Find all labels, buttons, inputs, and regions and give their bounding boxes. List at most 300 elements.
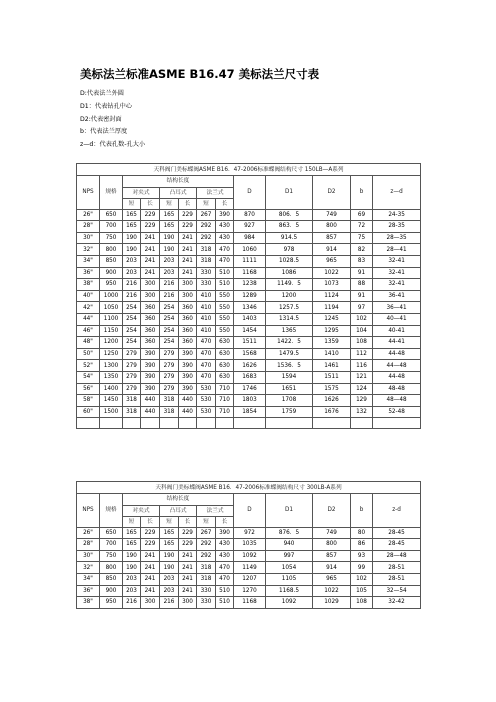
table-cell: 1238 xyxy=(234,279,266,291)
table-cell: 32-41 xyxy=(373,255,421,267)
table-row xyxy=(77,290,421,302)
table-cell: 630 xyxy=(216,348,234,360)
table-cell: 440 xyxy=(179,406,197,418)
table-row xyxy=(77,562,421,574)
legend-item: D:代表法兰外圆 xyxy=(80,90,124,97)
table-cell: 112 xyxy=(351,348,373,360)
table-cell: 279 xyxy=(160,371,179,383)
table-cell: 1410 xyxy=(313,348,351,360)
table-cell: 876．5 xyxy=(266,527,313,539)
table-cell: 28" xyxy=(77,539,100,551)
table-cell: 1257.5 xyxy=(266,302,313,314)
table-cell: 279 xyxy=(123,371,141,383)
table-cell: 390 xyxy=(141,360,160,372)
table-cell: 1759 xyxy=(266,406,313,418)
table-cell: 749 xyxy=(313,527,351,539)
table-cell: 97 xyxy=(351,302,373,314)
table-cell: 410 xyxy=(197,302,216,314)
table-cell: 550 xyxy=(216,290,234,302)
table-cell: 857 xyxy=(313,550,351,562)
table-cell: 550 xyxy=(216,302,234,314)
table-cell: 1149．5 xyxy=(266,279,313,291)
table-row xyxy=(77,267,421,279)
table-cell: 83 xyxy=(351,255,373,267)
table-cell: 800 xyxy=(100,244,123,256)
table-cell: 330 xyxy=(197,279,216,291)
table-cell: 86 xyxy=(351,539,373,551)
table-cell: 390 xyxy=(141,383,160,395)
table-cell xyxy=(216,418,234,429)
header-length: 结构长度 xyxy=(123,494,234,506)
table-cell: 1000 xyxy=(100,290,123,302)
table-cell: 28—48 xyxy=(373,550,421,562)
table-cell: 52-48 xyxy=(373,406,421,418)
table-cell: 650 xyxy=(100,527,123,539)
table-cell: 190 xyxy=(160,562,179,574)
table-cell: 1111 xyxy=(234,255,266,267)
table-cell: 32—54 xyxy=(373,585,421,597)
table-cell: 216 xyxy=(160,597,179,609)
table-cell: 36" xyxy=(77,267,100,279)
table-row xyxy=(77,383,421,395)
table-cell: 132 xyxy=(351,406,373,418)
table-cell: 229 xyxy=(179,209,197,221)
table-row xyxy=(77,325,421,337)
table-cell: 165 xyxy=(160,221,179,233)
table-cell: 1054 xyxy=(266,562,313,574)
table-cell xyxy=(234,418,266,429)
table-cell: 530 xyxy=(197,395,216,407)
table-cell: 48—48 xyxy=(373,395,421,407)
header-nps: NPS xyxy=(77,176,100,210)
table-cell: 216 xyxy=(123,290,141,302)
table-cell: 30" xyxy=(77,550,100,562)
table-cell: 216 xyxy=(123,597,141,609)
table-cell: 229 xyxy=(141,209,160,221)
table-cell: 241 xyxy=(141,232,160,244)
table-cell: 972 xyxy=(234,527,266,539)
header-lug: 凸耳式 xyxy=(160,187,197,198)
table-cell: 241 xyxy=(141,562,160,574)
table-cell: 190 xyxy=(160,232,179,244)
table-cell: 72 xyxy=(351,221,373,233)
table-caption: 天科阀门美标蝶阀ASME B16．47-2006标准蝶阀结构尺寸 300LB-A系列 xyxy=(77,482,421,494)
table-cell: 710 xyxy=(216,406,234,418)
table-cell: 360 xyxy=(141,313,160,325)
table-cell: 108 xyxy=(351,597,373,609)
table-cell xyxy=(373,418,421,429)
table-cell: 1594 xyxy=(266,371,313,383)
table-cell: 470 xyxy=(197,337,216,349)
table-cell: 216 xyxy=(123,279,141,291)
table-cell: 279 xyxy=(160,360,179,372)
table-cell: 1022 xyxy=(313,585,351,597)
table-cell: 44" xyxy=(77,313,100,325)
table-cell: 710 xyxy=(216,383,234,395)
table-cell: 1314.5 xyxy=(266,313,313,325)
table-cell: 1168.5 xyxy=(266,585,313,597)
table-cell: 300 xyxy=(141,597,160,609)
table-cell: 318 xyxy=(197,255,216,267)
table-cell: 318 xyxy=(123,406,141,418)
header-size: 规格 xyxy=(100,176,123,210)
table-cell: 165 xyxy=(123,221,141,233)
table-cell: 241 xyxy=(179,232,197,244)
table-cell: 88 xyxy=(351,279,373,291)
table-cell: 279 xyxy=(123,360,141,372)
table-cell: 318 xyxy=(160,395,179,407)
header-short: 短 xyxy=(123,516,141,527)
header-d1: D1 xyxy=(266,494,313,528)
table-row xyxy=(77,255,421,267)
table-cell: 203 xyxy=(123,585,141,597)
table-row xyxy=(77,244,421,256)
table-cell: 203 xyxy=(160,267,179,279)
table-row xyxy=(77,360,421,372)
table-cell: 28-51 xyxy=(373,562,421,574)
table-cell: 630 xyxy=(216,337,234,349)
table-cell xyxy=(313,418,351,429)
table-cell: 165 xyxy=(160,209,179,221)
table-cell: 292 xyxy=(197,550,216,562)
table-cell: 165 xyxy=(123,539,141,551)
table-row xyxy=(77,539,421,551)
table-cell: 28-45 xyxy=(373,527,421,539)
table-cell: 900 xyxy=(100,585,123,597)
table-cell: 750 xyxy=(100,550,123,562)
table-cell: 241 xyxy=(179,585,197,597)
table-cell: 1350 xyxy=(100,371,123,383)
table-cell xyxy=(160,418,179,429)
table-cell: 318 xyxy=(123,395,141,407)
table-cell: 46" xyxy=(77,325,100,337)
table-cell xyxy=(141,418,160,429)
table-cell: 1511 xyxy=(234,337,266,349)
table-cell: 229 xyxy=(179,221,197,233)
table-cell: 914 xyxy=(313,562,351,574)
table-cell: 390 xyxy=(216,209,234,221)
table-cell: 216 xyxy=(160,290,179,302)
table-cell: 470 xyxy=(216,244,234,256)
header-size: 规格 xyxy=(100,494,123,528)
table-cell: 1295 xyxy=(313,325,351,337)
table-cell: 80 xyxy=(351,527,373,539)
table-cell: 42" xyxy=(77,302,100,314)
table-cell: 292 xyxy=(197,539,216,551)
table-cell: 330 xyxy=(197,585,216,597)
table-cell: 510 xyxy=(216,585,234,597)
table-cell: 750 xyxy=(100,232,123,244)
table-cell: 241 xyxy=(179,562,197,574)
table-cell: 241 xyxy=(141,244,160,256)
table-cell: 279 xyxy=(123,383,141,395)
table-cell: 1626 xyxy=(313,395,351,407)
table-cell: 254 xyxy=(160,313,179,325)
table-cell: 390 xyxy=(216,527,234,539)
table-cell: 318 xyxy=(160,406,179,418)
table-cell: 630 xyxy=(216,371,234,383)
table-cell: 1149 xyxy=(234,562,266,574)
table-cell: 914 xyxy=(313,244,351,256)
table-cell: 440 xyxy=(179,395,197,407)
table-cell: 430 xyxy=(216,232,234,244)
table-cell xyxy=(77,418,100,429)
document-title: 美标法兰标准ASME B16.47 美标法兰尺寸表 xyxy=(80,67,320,81)
table-cell: 1359 xyxy=(313,337,351,349)
table-cell: 1854 xyxy=(234,406,266,418)
table-cell: 1422．5 xyxy=(266,337,313,349)
table-cell: 44-41 xyxy=(373,337,421,349)
table-cell: 510 xyxy=(216,597,234,609)
table-cell: 28—35 xyxy=(373,232,421,244)
table-cell: 241 xyxy=(141,267,160,279)
legend-item: b：代表法兰厚度 xyxy=(80,128,128,136)
table-cell: 1400 xyxy=(100,383,123,395)
table-cell: 203 xyxy=(160,573,179,585)
table-cell: 857 xyxy=(313,232,351,244)
table-cell: 700 xyxy=(100,539,123,551)
table-cell: 360 xyxy=(141,325,160,337)
table-cell: 1029 xyxy=(313,597,351,609)
legend-item: D2:代表密封面 xyxy=(80,115,122,123)
table-cell: 267 xyxy=(197,527,216,539)
table-cell: 99 xyxy=(351,562,373,574)
table-cell: 1200 xyxy=(266,290,313,302)
table-cell: 1028.5 xyxy=(266,255,313,267)
table-cell: 1300 xyxy=(100,360,123,372)
table-cell: 279 xyxy=(123,348,141,360)
table-cell: 254 xyxy=(123,325,141,337)
table-cell: 241 xyxy=(141,255,160,267)
table-cell: 360 xyxy=(179,325,197,337)
table-cell: 390 xyxy=(179,371,197,383)
table-cell: 800 xyxy=(313,221,351,233)
table-row-blank xyxy=(77,418,421,429)
table-cell: 550 xyxy=(216,313,234,325)
table-cell: 430 xyxy=(216,221,234,233)
table-cell: 229 xyxy=(179,527,197,539)
table-cell: 203 xyxy=(160,255,179,267)
table-cell: 241 xyxy=(179,550,197,562)
table-cell: 1536．5 xyxy=(266,360,313,372)
table-cell: 129 xyxy=(351,395,373,407)
table-cell: 28" xyxy=(77,221,100,233)
table-cell: 75 xyxy=(351,232,373,244)
table-cell: 965 xyxy=(313,573,351,585)
table-cell xyxy=(179,418,197,429)
table-cell: 470 xyxy=(216,562,234,574)
table-cell: 91 xyxy=(351,290,373,302)
table-cell: 510 xyxy=(216,279,234,291)
table-cell: 229 xyxy=(141,539,160,551)
table-cell: 1150 xyxy=(100,325,123,337)
table-cell: 360 xyxy=(141,337,160,349)
table-cell: 360 xyxy=(179,337,197,349)
table-cell: 1346 xyxy=(234,302,266,314)
table-cell: 470 xyxy=(216,255,234,267)
table-cell: 28-35 xyxy=(373,221,421,233)
table-cell: 56" xyxy=(77,383,100,395)
table-cell: 330 xyxy=(197,267,216,279)
table-cell: 48-48 xyxy=(373,383,421,395)
table-cell: 292 xyxy=(197,221,216,233)
table-row xyxy=(77,279,421,291)
table-cell: 54" xyxy=(77,371,100,383)
table-row xyxy=(77,406,421,418)
table-cell: 410 xyxy=(197,325,216,337)
header-short: 短 xyxy=(160,198,179,209)
table-cell: 530 xyxy=(197,406,216,418)
table-cell: 950 xyxy=(100,279,123,291)
table-cell: 440 xyxy=(141,395,160,407)
table-cell: 1092 xyxy=(266,597,313,609)
table-cell: 1168 xyxy=(234,597,266,609)
table-cell: 190 xyxy=(123,232,141,244)
table-cell: 1746 xyxy=(234,383,266,395)
table-cell: 390 xyxy=(141,348,160,360)
header-short: 短 xyxy=(197,516,216,527)
table-cell: 229 xyxy=(141,527,160,539)
table-cell: 1479.5 xyxy=(266,348,313,360)
table-cell: 318 xyxy=(197,573,216,585)
table-cell: 165 xyxy=(123,527,141,539)
legend-item: D1：代表钻孔中心 xyxy=(80,102,133,110)
table-cell: 241 xyxy=(141,585,160,597)
table-cell: 26" xyxy=(77,209,100,221)
table-cell: 300 xyxy=(179,597,197,609)
table-cell: 82 xyxy=(351,244,373,256)
table-cell: 26" xyxy=(77,527,100,539)
table-cell: 390 xyxy=(141,371,160,383)
table-cell: 28-45 xyxy=(373,539,421,551)
table-cell: 69 xyxy=(351,209,373,221)
table-cell: 1086 xyxy=(266,267,313,279)
table-cell: 32-41 xyxy=(373,279,421,291)
table-cell: 470 xyxy=(216,573,234,585)
table-cell: 1250 xyxy=(100,348,123,360)
table-cell: 203 xyxy=(123,255,141,267)
table-cell: 203 xyxy=(160,585,179,597)
table-cell: 34" xyxy=(77,255,100,267)
header-wafer: 对夹式 xyxy=(123,505,160,516)
table-cell: 216 xyxy=(160,279,179,291)
table-cell: 318 xyxy=(197,562,216,574)
table-cell: 984 xyxy=(234,232,266,244)
table-row xyxy=(77,337,421,349)
header-length: 结构长度 xyxy=(123,176,234,188)
table-cell: 32" xyxy=(77,562,100,574)
table-cell: 241 xyxy=(179,244,197,256)
table-row xyxy=(77,585,421,597)
table-cell: 950 xyxy=(100,597,123,609)
table-cell: 700 xyxy=(100,221,123,233)
header-short: 短 xyxy=(123,198,141,209)
table-cell: 254 xyxy=(123,313,141,325)
table-cell: 40-41 xyxy=(373,325,421,337)
table-cell: 203 xyxy=(123,267,141,279)
table-cell: 749 xyxy=(313,209,351,221)
table-cell: 1200 xyxy=(100,337,123,349)
header-lug: 凸耳式 xyxy=(160,505,197,516)
table-cell: 254 xyxy=(160,325,179,337)
table-cell: 36-41 xyxy=(373,290,421,302)
spec-table-300lb xyxy=(76,481,421,609)
header-long: 长 xyxy=(216,516,234,527)
table-cell: 36—41 xyxy=(373,302,421,314)
table-cell: 32-41 xyxy=(373,267,421,279)
table-cell: 1100 xyxy=(100,313,123,325)
header-nps: NPS xyxy=(77,494,100,528)
table-cell: 241 xyxy=(141,573,160,585)
table-cell: 940 xyxy=(266,539,313,551)
table-cell: 870 xyxy=(234,209,266,221)
header-long: 长 xyxy=(141,516,160,527)
table-cell: 203 xyxy=(123,573,141,585)
header-long: 长 xyxy=(216,198,234,209)
table-cell: 1207 xyxy=(234,573,266,585)
table-cell: 1500 xyxy=(100,406,123,418)
table-cell: 440 xyxy=(141,406,160,418)
table-cell: 241 xyxy=(141,550,160,562)
table-cell: 1708 xyxy=(266,395,313,407)
table-cell: 40—41 xyxy=(373,313,421,325)
table-cell: 121 xyxy=(351,371,373,383)
header-b: b xyxy=(351,494,373,528)
table-cell: 190 xyxy=(123,562,141,574)
table-cell: 1403 xyxy=(234,313,266,325)
table-cell: 800 xyxy=(100,562,123,574)
table-cell: 850 xyxy=(100,573,123,585)
table-cell: 165 xyxy=(123,209,141,221)
table-cell: 229 xyxy=(179,539,197,551)
table-cell: 105 xyxy=(351,585,373,597)
table-cell: 1289 xyxy=(234,290,266,302)
table-cell: 300 xyxy=(179,279,197,291)
table-cell: 390 xyxy=(179,383,197,395)
table-cell: 40" xyxy=(77,290,100,302)
table-cell xyxy=(100,418,123,429)
header-d: D xyxy=(234,494,266,528)
table-cell: 470 xyxy=(197,360,216,372)
header-b: b xyxy=(351,176,373,210)
table-cell: 241 xyxy=(179,267,197,279)
table-cell: 254 xyxy=(160,302,179,314)
table-cell: 38" xyxy=(77,597,100,609)
table-cell: 1626 xyxy=(234,360,266,372)
table-cell: 1092 xyxy=(234,550,266,562)
table-cell: 165 xyxy=(160,527,179,539)
table-cell: 165 xyxy=(160,539,179,551)
table-row xyxy=(77,371,421,383)
table-cell: 241 xyxy=(179,255,197,267)
table-cell: 710 xyxy=(216,395,234,407)
table-cell: 1461 xyxy=(313,360,351,372)
table-cell: 267 xyxy=(197,209,216,221)
table-row xyxy=(77,573,421,585)
table-cell: 1575 xyxy=(313,383,351,395)
table-cell: 38" xyxy=(77,279,100,291)
header-d2: D2 xyxy=(313,494,351,528)
table-cell: 108 xyxy=(351,337,373,349)
table-cell: 254 xyxy=(160,337,179,349)
table-cell: 58" xyxy=(77,395,100,407)
table-cell: 1676 xyxy=(313,406,351,418)
table-cell: 850 xyxy=(100,255,123,267)
table-cell: 430 xyxy=(216,550,234,562)
table-cell: 32-42 xyxy=(373,597,421,609)
header-d1: D1 xyxy=(266,176,313,210)
table-cell: 1450 xyxy=(100,395,123,407)
